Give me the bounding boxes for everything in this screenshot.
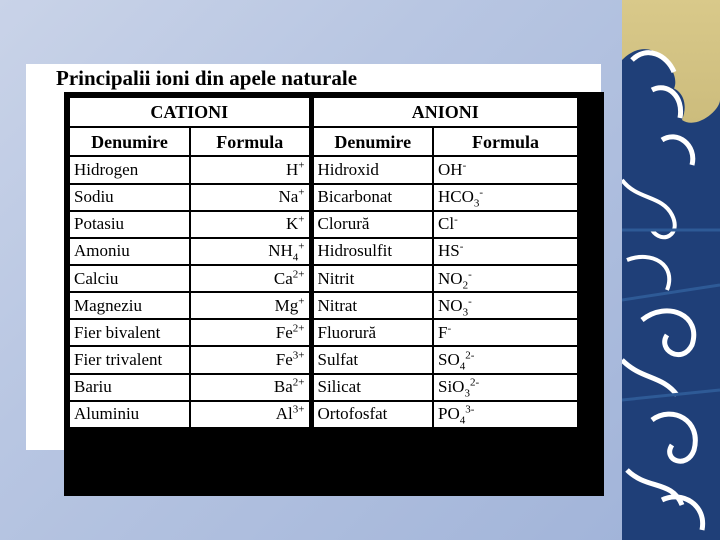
formula-charge: + xyxy=(298,186,305,199)
formula-charge: 2- xyxy=(465,349,475,362)
cation-formula xyxy=(190,374,311,401)
cation-formula xyxy=(190,238,311,265)
cation-formula xyxy=(190,292,311,319)
formula-base: NO xyxy=(438,295,463,315)
formula-base: SiO xyxy=(438,377,465,397)
group-header-row xyxy=(69,97,578,127)
formula-charge: 2- xyxy=(469,376,480,389)
ions-table xyxy=(68,96,579,429)
anion-formula xyxy=(433,374,578,401)
anion-name: Nitrit xyxy=(311,265,433,292)
anion-formula xyxy=(433,319,578,346)
column-header: Denumire xyxy=(69,127,190,156)
table-row xyxy=(69,238,578,265)
table-row xyxy=(69,319,578,346)
cations-header: CATIONI xyxy=(69,97,311,127)
anions-header: ANIONI xyxy=(311,97,578,127)
formula-charge: - xyxy=(447,322,452,335)
anion-name: Fluorură xyxy=(311,319,433,346)
column-header: Formula xyxy=(190,127,311,156)
anion-formula xyxy=(433,292,578,319)
formula-subscript: 4 xyxy=(459,360,466,373)
cation-name: Amoniu xyxy=(69,238,190,265)
cation-name: Bariu xyxy=(69,374,190,401)
formula-charge: - xyxy=(454,213,458,226)
table-row xyxy=(69,292,578,319)
formula-base: Fe xyxy=(275,350,293,370)
column-header-row xyxy=(69,127,578,156)
formula-base: NO xyxy=(438,268,463,288)
anion-name: Bicarbonat xyxy=(311,184,433,211)
formula-base: Al xyxy=(275,404,293,424)
formula-charge: + xyxy=(298,159,305,172)
anion-formula xyxy=(433,184,578,211)
formula-base: Ba xyxy=(273,377,293,397)
cation-formula xyxy=(190,265,311,292)
formula-base: Fe xyxy=(275,322,293,342)
formula-base: Ca xyxy=(273,268,293,288)
cation-name: Aluminiu xyxy=(69,401,190,428)
formula-base: HS xyxy=(438,241,460,261)
anion-formula xyxy=(433,265,578,292)
formula-base: OH xyxy=(438,159,463,179)
formula-charge: 3- xyxy=(465,403,475,416)
cation-formula xyxy=(190,319,311,346)
anion-name: Hidrosulfit xyxy=(311,238,433,265)
wave-icon xyxy=(622,0,720,540)
anion-name: Clorură xyxy=(311,211,433,238)
cation-name: Magneziu xyxy=(69,292,190,319)
anion-formula xyxy=(433,156,578,183)
cation-formula xyxy=(190,401,311,428)
cation-formula xyxy=(190,184,311,211)
formula-charge: + xyxy=(298,240,305,253)
formula-base: Cl xyxy=(438,214,455,234)
formula-base: PO xyxy=(438,404,460,424)
formula-charge: + xyxy=(298,295,305,308)
table-row xyxy=(69,401,578,428)
formula-base: NH xyxy=(268,241,293,261)
formula-base: K xyxy=(286,214,299,234)
formula-base: H xyxy=(286,159,299,179)
formula-subscript: 2 xyxy=(462,278,469,291)
formula-base: F xyxy=(438,322,448,342)
formula-base: Na xyxy=(278,187,299,207)
table-frame xyxy=(64,92,604,496)
formula-subscript: 4 xyxy=(292,251,299,264)
wave-decoration xyxy=(622,0,720,540)
anion-name: Sulfat xyxy=(311,346,433,373)
cation-formula xyxy=(190,211,311,238)
anion-formula xyxy=(433,401,578,428)
ion-rows xyxy=(69,156,578,428)
formula-charge: 2+ xyxy=(292,267,305,280)
cation-formula xyxy=(190,346,311,373)
formula-charge: + xyxy=(298,213,305,226)
formula-base: SO xyxy=(438,350,460,370)
table-row xyxy=(69,346,578,373)
anion-formula xyxy=(433,211,578,238)
anion-name: Silicat xyxy=(311,374,433,401)
formula-charge: 3+ xyxy=(292,349,305,362)
anion-formula xyxy=(433,238,578,265)
anion-name: Ortofosfat xyxy=(311,401,433,428)
slide-content xyxy=(26,64,601,450)
formula-charge: - xyxy=(462,159,467,172)
cation-name: Calciu xyxy=(69,265,190,292)
anion-formula xyxy=(433,346,578,373)
cation-name: Hidrogen xyxy=(69,156,190,183)
table-row xyxy=(69,374,578,401)
formula-charge: 3+ xyxy=(292,403,305,416)
formula-subscript: 3 xyxy=(473,197,480,210)
column-header: Formula xyxy=(433,127,578,156)
column-header: Denumire xyxy=(311,127,433,156)
formula-charge: 2+ xyxy=(292,322,305,335)
formula-base: Mg xyxy=(274,295,299,315)
cation-name: Sodiu xyxy=(69,184,190,211)
cation-name: Fier bivalent xyxy=(69,319,190,346)
cation-name: Potasiu xyxy=(69,211,190,238)
anion-name: Hidroxid xyxy=(311,156,433,183)
cation-name: Fier trivalent xyxy=(69,346,190,373)
formula-charge: - xyxy=(479,186,484,199)
cation-formula xyxy=(190,156,311,183)
formula-subscript: 3 xyxy=(462,306,469,319)
formula-charge: 2+ xyxy=(292,376,305,389)
formula-charge: - xyxy=(468,295,472,308)
table-row xyxy=(69,265,578,292)
table-row xyxy=(69,184,578,211)
formula-subscript: 4 xyxy=(459,414,466,427)
formula-charge: - xyxy=(468,267,472,280)
table-row xyxy=(69,156,578,183)
formula-charge: - xyxy=(459,240,464,253)
table-row xyxy=(69,211,578,238)
anion-name: Nitrat xyxy=(311,292,433,319)
formula-subscript: 3 xyxy=(464,387,470,400)
slide-title: Principalii ioni din apele naturale xyxy=(56,66,358,90)
formula-base: HCO xyxy=(438,187,474,207)
